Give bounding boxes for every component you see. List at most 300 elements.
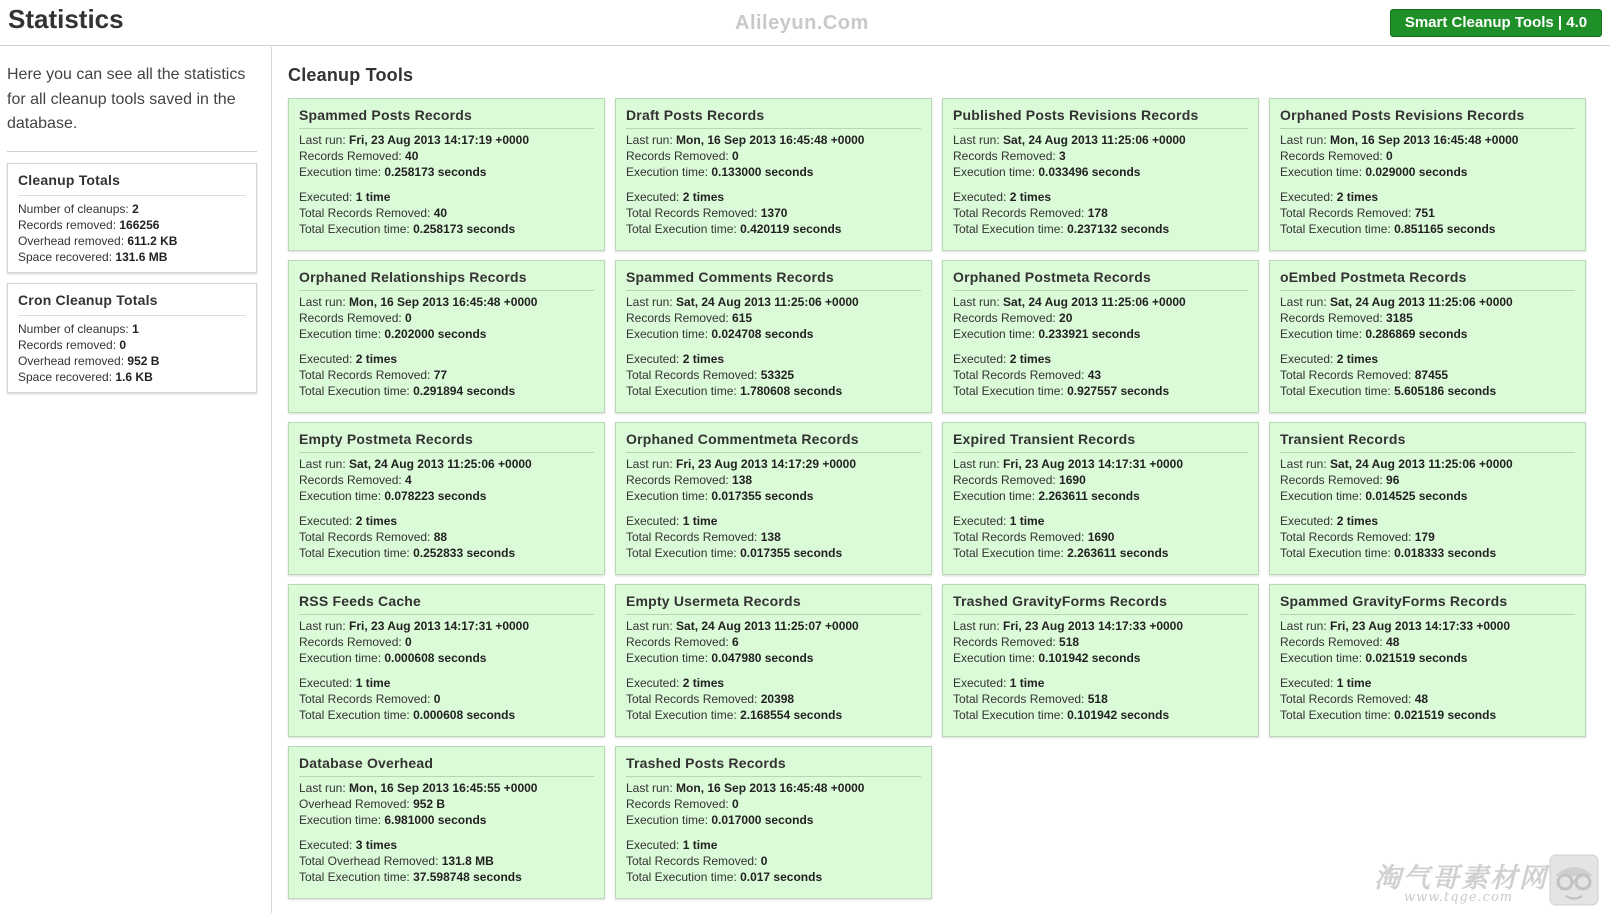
stat-label: Last run: [1280, 133, 1331, 147]
stat-value: 1 time [1336, 676, 1372, 690]
records-removed-line [299, 634, 594, 650]
stat-value: 77 [433, 368, 448, 382]
tool-card-title: Empty Usermeta Records [626, 592, 921, 615]
stat-label: Last run: [953, 133, 1004, 147]
stat-value: 952 B [413, 797, 446, 811]
stat-value: 88 [433, 530, 448, 544]
card-spacer [626, 180, 921, 189]
stat-value: 0.258173 seconds [384, 165, 487, 179]
last-run-line [299, 456, 594, 472]
stat-label: Overhead Removed: [299, 797, 414, 811]
stat-value: Fri, 23 Aug 2013 14:17:33 +0000 [1003, 619, 1184, 633]
stat-value: Mon, 16 Sep 2013 16:45:48 +0000 [676, 133, 865, 147]
last-run-line [1280, 132, 1575, 148]
executed-count-line [299, 189, 594, 205]
total-execution-time-line [626, 221, 921, 237]
stat-value: 0.252833 seconds [413, 546, 516, 560]
tool-card-title: Published Posts Revisions Records [953, 106, 1248, 129]
records-removed-line [1280, 472, 1575, 488]
records-removed-line [626, 310, 921, 326]
total-execution-time-line [1280, 221, 1575, 237]
total-removed-line [1280, 367, 1575, 383]
stat-label: Last run: [299, 295, 350, 309]
records-removed-line [1280, 148, 1575, 164]
stat-value: 0.017 seconds [740, 870, 823, 884]
total-execution-time-line [1280, 383, 1575, 399]
stat-value: 0.017355 seconds [711, 489, 814, 503]
stat-label: Execution time: [1280, 327, 1366, 341]
stat-value: 0.101942 seconds [1067, 708, 1170, 722]
tool-card [1269, 98, 1586, 251]
execution-time-line [299, 650, 594, 666]
records-removed-line [299, 796, 594, 812]
tool-card-title: Orphaned Postmeta Records [953, 268, 1248, 291]
tool-card [615, 422, 932, 575]
tool-card [1269, 422, 1586, 575]
stat-value: 0.078223 seconds [384, 489, 487, 503]
stat-label: Last run: [626, 781, 677, 795]
stat-label: Last run: [299, 457, 350, 471]
execution-time-line [1280, 650, 1575, 666]
sidebar-intro-text: Here you can see all the statistics for all cleanup tools saved in the database. [7, 66, 246, 132]
stat-label: Executed: [953, 190, 1010, 204]
stat-value: 1370 [760, 206, 788, 220]
stat-label: Execution time: [299, 813, 385, 827]
stat-value: 40 [433, 206, 448, 220]
tool-card-title: Spammed GravityForms Records [1280, 592, 1575, 615]
stat-value: 0.017355 seconds [740, 546, 843, 560]
totals-line [18, 217, 246, 233]
stat-value: 0.233921 seconds [1038, 327, 1141, 341]
stat-value: 0.014525 seconds [1365, 489, 1468, 503]
stat-value: 0.851165 seconds [1394, 222, 1496, 236]
totals-value: 166256 [119, 218, 160, 232]
tool-card [615, 746, 932, 899]
last-run-line [1280, 294, 1575, 310]
execution-time-line [953, 326, 1248, 342]
stat-label: Executed: [1280, 514, 1337, 528]
stat-label: Executed: [626, 190, 683, 204]
card-spacer [953, 504, 1248, 513]
totals-box [7, 163, 257, 273]
executed-count-line [953, 513, 1248, 529]
stat-label: Records Removed: [953, 635, 1060, 649]
stat-value: 20 [1059, 311, 1073, 325]
last-run-line [626, 456, 921, 472]
stat-value: 131.8 MB [441, 854, 494, 868]
last-run-line [1280, 618, 1575, 634]
stat-value: Sat, 24 Aug 2013 11:25:06 +0000 [1330, 295, 1513, 309]
card-spacer [299, 504, 594, 513]
stat-value: 0.033496 seconds [1038, 165, 1141, 179]
stat-value: Sat, 24 Aug 2013 11:25:07 +0000 [676, 619, 859, 633]
stat-value: 0 [732, 149, 739, 163]
execution-time-line [299, 164, 594, 180]
stat-label: Execution time: [1280, 165, 1366, 179]
stat-value: 0.286869 seconds [1365, 327, 1468, 341]
stat-label: Total Records Removed: [299, 206, 434, 220]
stat-label: Total Execution time: [1280, 384, 1395, 398]
executed-count-line [299, 675, 594, 691]
stat-label: Total Records Removed: [626, 368, 761, 382]
stat-label: Records Removed: [626, 149, 733, 163]
total-removed-line [626, 853, 921, 869]
stat-label: Last run: [953, 619, 1004, 633]
records-removed-line [953, 148, 1248, 164]
stat-label: Total Records Removed: [299, 692, 434, 706]
stat-value: Mon, 16 Sep 2013 16:45:48 +0000 [676, 781, 865, 795]
last-run-line [626, 132, 921, 148]
execution-time-line [1280, 164, 1575, 180]
totals-line [18, 353, 246, 369]
total-execution-time-line [626, 545, 921, 561]
totals-label: Number of cleanups: [18, 202, 133, 216]
stat-value: 0.047980 seconds [711, 651, 814, 665]
watermark-url-text: www.tqge.com [1404, 890, 1514, 905]
stat-label: Total Overhead Removed: [299, 854, 442, 868]
stat-value: 37.598748 seconds [413, 870, 522, 884]
tool-card [615, 584, 932, 737]
total-removed-line [299, 529, 594, 545]
card-spacer [299, 342, 594, 351]
totals-line [18, 201, 246, 217]
card-spacer [953, 342, 1248, 351]
tool-card [288, 746, 605, 899]
stat-value: 0.101942 seconds [1038, 651, 1141, 665]
stat-label: Total Records Removed: [953, 368, 1088, 382]
tool-card-title: Database Overhead [299, 754, 594, 777]
totals-line [18, 337, 246, 353]
totals-label: Space recovered: [18, 250, 116, 264]
stat-label: Execution time: [953, 651, 1039, 665]
total-execution-time-line [953, 707, 1248, 723]
tool-card-title: Trashed GravityForms Records [953, 592, 1248, 615]
total-removed-line [1280, 205, 1575, 221]
stat-value: 5.605186 seconds [1394, 384, 1497, 398]
stat-value: 2 times [1009, 352, 1052, 366]
stat-label: Records Removed: [1280, 149, 1387, 163]
stat-label: Records Removed: [1280, 635, 1387, 649]
stat-label: Execution time: [626, 651, 712, 665]
executed-count-line [626, 351, 921, 367]
tool-card-title: Spammed Comments Records [626, 268, 921, 291]
stat-label: Total Execution time: [1280, 546, 1395, 560]
totals-label: Records removed: [18, 338, 120, 352]
stat-label: Records Removed: [626, 311, 733, 325]
executed-count-line [626, 513, 921, 529]
stat-value: 1690 [1087, 530, 1115, 544]
card-spacer [299, 666, 594, 675]
stat-label: Total Execution time: [626, 222, 741, 236]
records-removed-line [626, 634, 921, 650]
tool-card-title: Orphaned Posts Revisions Records [1280, 106, 1575, 129]
card-spacer [299, 828, 594, 837]
totals-box-title: Cron Cleanup Totals [18, 292, 246, 316]
stat-label: Execution time: [299, 165, 385, 179]
total-execution-time-line [1280, 545, 1575, 561]
cleanup-tools-heading: Cleanup Tools [288, 65, 414, 85]
stat-value: 0.420119 seconds [740, 222, 842, 236]
execution-time-line [626, 164, 921, 180]
records-removed-line [1280, 634, 1575, 650]
tool-card [1269, 584, 1586, 737]
stat-value: 20398 [760, 692, 795, 706]
stat-label: Execution time: [953, 489, 1039, 503]
stat-value: Fri, 23 Aug 2013 14:17:33 +0000 [1330, 619, 1511, 633]
stat-value: 2 times [355, 352, 398, 366]
stat-label: Total Execution time: [953, 222, 1068, 236]
executed-count-line [953, 189, 1248, 205]
product-version-badge[interactable]: Smart Cleanup Tools | 4.0 [1390, 9, 1602, 37]
stat-label: Total Execution time: [299, 546, 414, 560]
totals-value: 2 [132, 202, 139, 216]
records-removed-line [299, 148, 594, 164]
records-removed-line [953, 310, 1248, 326]
last-run-line [953, 456, 1248, 472]
stat-value: 4 [405, 473, 412, 487]
totals-label: Space recovered: [18, 370, 116, 384]
execution-time-line [1280, 326, 1575, 342]
tool-card-title: RSS Feeds Cache [299, 592, 594, 615]
total-execution-time-line [953, 545, 1248, 561]
executed-count-line [1280, 513, 1575, 529]
total-execution-time-line [626, 707, 921, 723]
stat-value: Sat, 24 Aug 2013 11:25:06 +0000 [1003, 295, 1186, 309]
stat-label: Last run: [1280, 295, 1331, 309]
stat-value: 0.024708 seconds [711, 327, 814, 341]
totals-label: Number of cleanups: [18, 322, 133, 336]
totals-label: Overhead removed: [18, 354, 128, 368]
stat-value: 0 [732, 797, 739, 811]
stat-value: 48 [1386, 635, 1400, 649]
stat-label: Records Removed: [626, 797, 733, 811]
stat-value: Sat, 24 Aug 2013 11:25:06 +0000 [676, 295, 859, 309]
stat-value: 138 [760, 530, 781, 544]
stat-value: 518 [1087, 692, 1108, 706]
card-spacer [299, 180, 594, 189]
stat-label: Total Records Removed: [953, 692, 1088, 706]
stat-value: 87455 [1414, 368, 1449, 382]
stat-label: Total Records Removed: [299, 368, 434, 382]
tool-card-title: Draft Posts Records [626, 106, 921, 129]
stat-label: Last run: [1280, 457, 1331, 471]
stat-label: Execution time: [1280, 651, 1366, 665]
card-spacer [626, 666, 921, 675]
stat-label: Total Records Removed: [1280, 206, 1415, 220]
stat-value: Mon, 16 Sep 2013 16:45:55 +0000 [349, 781, 538, 795]
executed-count-line [1280, 189, 1575, 205]
totals-label: Overhead removed: [18, 234, 128, 248]
total-execution-time-line [953, 221, 1248, 237]
stat-label: Executed: [626, 514, 683, 528]
stat-label: Executed: [953, 352, 1010, 366]
card-spacer [626, 342, 921, 351]
total-execution-time-line [299, 869, 594, 885]
execution-time-line [626, 812, 921, 828]
stat-value: 3 times [355, 838, 398, 852]
tool-card-title: Expired Transient Records [953, 430, 1248, 453]
stat-label: Execution time: [953, 165, 1039, 179]
totals-line [18, 233, 246, 249]
card-spacer [1280, 666, 1575, 675]
stat-label: Total Execution time: [299, 708, 414, 722]
stat-value: 2.168554 seconds [740, 708, 843, 722]
stat-value: 0.258173 seconds [413, 222, 516, 236]
stat-label: Total Records Removed: [953, 530, 1088, 544]
stat-value: 615 [732, 311, 753, 325]
stat-label: Records Removed: [953, 473, 1060, 487]
stat-label: Executed: [1280, 352, 1337, 366]
stat-label: Total Execution time: [626, 708, 741, 722]
stat-label: Total Records Removed: [1280, 692, 1415, 706]
stat-label: Executed: [626, 352, 683, 366]
tool-card [288, 422, 605, 575]
stat-label: Execution time: [626, 327, 712, 341]
stat-label: Records Removed: [299, 311, 406, 325]
totals-value: 131.6 MB [115, 250, 168, 264]
stat-value: 1 time [355, 190, 391, 204]
tool-card [1269, 260, 1586, 413]
stat-label: Last run: [626, 295, 677, 309]
card-spacer [1280, 342, 1575, 351]
stat-label: Last run: [299, 133, 350, 147]
records-removed-line [299, 472, 594, 488]
total-removed-line [626, 367, 921, 383]
stat-label: Executed: [299, 352, 356, 366]
stat-value: 3185 [1386, 311, 1413, 325]
stat-label: Last run: [953, 295, 1004, 309]
stat-value: 0.021519 seconds [1365, 651, 1468, 665]
total-removed-line [299, 367, 594, 383]
stat-value: 2 times [1009, 190, 1052, 204]
stat-label: Total Execution time: [953, 546, 1068, 560]
card-spacer [953, 180, 1248, 189]
stat-label: Total Records Removed: [953, 206, 1088, 220]
stat-label: Total Records Removed: [1280, 368, 1415, 382]
watermark-text: Alileyun.Com [735, 12, 869, 34]
last-run-line [299, 132, 594, 148]
tool-card [942, 422, 1259, 575]
tool-card [615, 98, 932, 251]
stat-value: 6 [732, 635, 739, 649]
stat-value: 1 time [355, 676, 391, 690]
stat-value: 1 time [1009, 676, 1045, 690]
stat-value: 0.291894 seconds [413, 384, 516, 398]
stat-value: 0.927557 seconds [1067, 384, 1170, 398]
records-removed-line [626, 472, 921, 488]
totals-value: 1.6 KB [115, 370, 153, 384]
execution-time-line [299, 488, 594, 504]
stat-value: Sat, 24 Aug 2013 11:25:06 +0000 [1330, 457, 1513, 471]
stat-value: 518 [1059, 635, 1080, 649]
stat-label: Total Records Removed: [626, 206, 761, 220]
execution-time-line [953, 650, 1248, 666]
totals-box-title: Cleanup Totals [18, 172, 246, 196]
records-removed-line [299, 310, 594, 326]
tool-card-title: Orphaned Commentmeta Records [626, 430, 921, 453]
execution-time-line [626, 326, 921, 342]
card-spacer [626, 504, 921, 513]
last-run-line [299, 618, 594, 634]
stat-value: 0.237132 seconds [1067, 222, 1170, 236]
executed-count-line [1280, 675, 1575, 691]
stat-label: Total Records Removed: [626, 692, 761, 706]
stat-label: Execution time: [299, 651, 385, 665]
stat-value: 2 times [682, 190, 725, 204]
total-execution-time-line [953, 383, 1248, 399]
stat-value: Mon, 16 Sep 2013 16:45:48 +0000 [1330, 133, 1519, 147]
stat-label: Executed: [299, 514, 356, 528]
executed-count-line [299, 513, 594, 529]
last-run-line [1280, 456, 1575, 472]
stat-label: Last run: [626, 133, 677, 147]
sidebar-divider [7, 151, 257, 152]
stat-value: 2 times [1336, 190, 1379, 204]
executed-count-line [953, 351, 1248, 367]
last-run-line [299, 294, 594, 310]
stat-value: 6.981000 seconds [384, 813, 487, 827]
stat-label: Execution time: [299, 327, 385, 341]
execution-time-line [1280, 488, 1575, 504]
card-spacer [1280, 180, 1575, 189]
stat-value: 0.021519 seconds [1394, 708, 1497, 722]
total-execution-time-line [299, 221, 594, 237]
totals-box [7, 283, 257, 393]
total-removed-line [626, 691, 921, 707]
total-removed-line [626, 529, 921, 545]
stat-label: Records Removed: [953, 149, 1060, 163]
stat-label: Total Execution time: [299, 870, 414, 884]
last-run-line [953, 618, 1248, 634]
total-execution-time-line [299, 707, 594, 723]
page-header [0, 0, 1610, 46]
stat-label: Executed: [299, 676, 356, 690]
stat-label: Executed: [626, 838, 683, 852]
stat-value: Fri, 23 Aug 2013 14:17:31 +0000 [1003, 457, 1184, 471]
tool-card [942, 98, 1259, 251]
executed-count-line [626, 837, 921, 853]
records-removed-line [953, 634, 1248, 650]
stat-label: Records Removed: [299, 149, 406, 163]
stat-value: 0 [405, 635, 412, 649]
executed-count-line [1280, 351, 1575, 367]
stat-label: Total Execution time: [299, 384, 414, 398]
stat-value: 40 [405, 149, 419, 163]
tool-card-title: oEmbed Postmeta Records [1280, 268, 1575, 291]
execution-time-line [299, 812, 594, 828]
executed-count-line [626, 189, 921, 205]
stat-label: Execution time: [626, 165, 712, 179]
last-run-line [953, 132, 1248, 148]
stat-value: 0.133000 seconds [711, 165, 814, 179]
totals-value: 952 B [127, 354, 160, 368]
stat-label: Last run: [626, 457, 677, 471]
total-execution-time-line [626, 383, 921, 399]
stat-label: Last run: [626, 619, 677, 633]
stat-value: 138 [732, 473, 753, 487]
records-removed-line [1280, 310, 1575, 326]
watermark-brand-text: 淘气哥素材网 [1374, 863, 1548, 893]
total-execution-time-line [299, 383, 594, 399]
stat-value: 0.018333 seconds [1394, 546, 1497, 560]
stat-label: Last run: [299, 781, 350, 795]
stat-label: Executed: [953, 514, 1010, 528]
total-removed-line [299, 853, 594, 869]
stat-value: 0.029000 seconds [1365, 165, 1468, 179]
stat-label: Last run: [1280, 619, 1331, 633]
stat-value: 96 [1386, 473, 1400, 487]
sidebar [0, 47, 272, 913]
